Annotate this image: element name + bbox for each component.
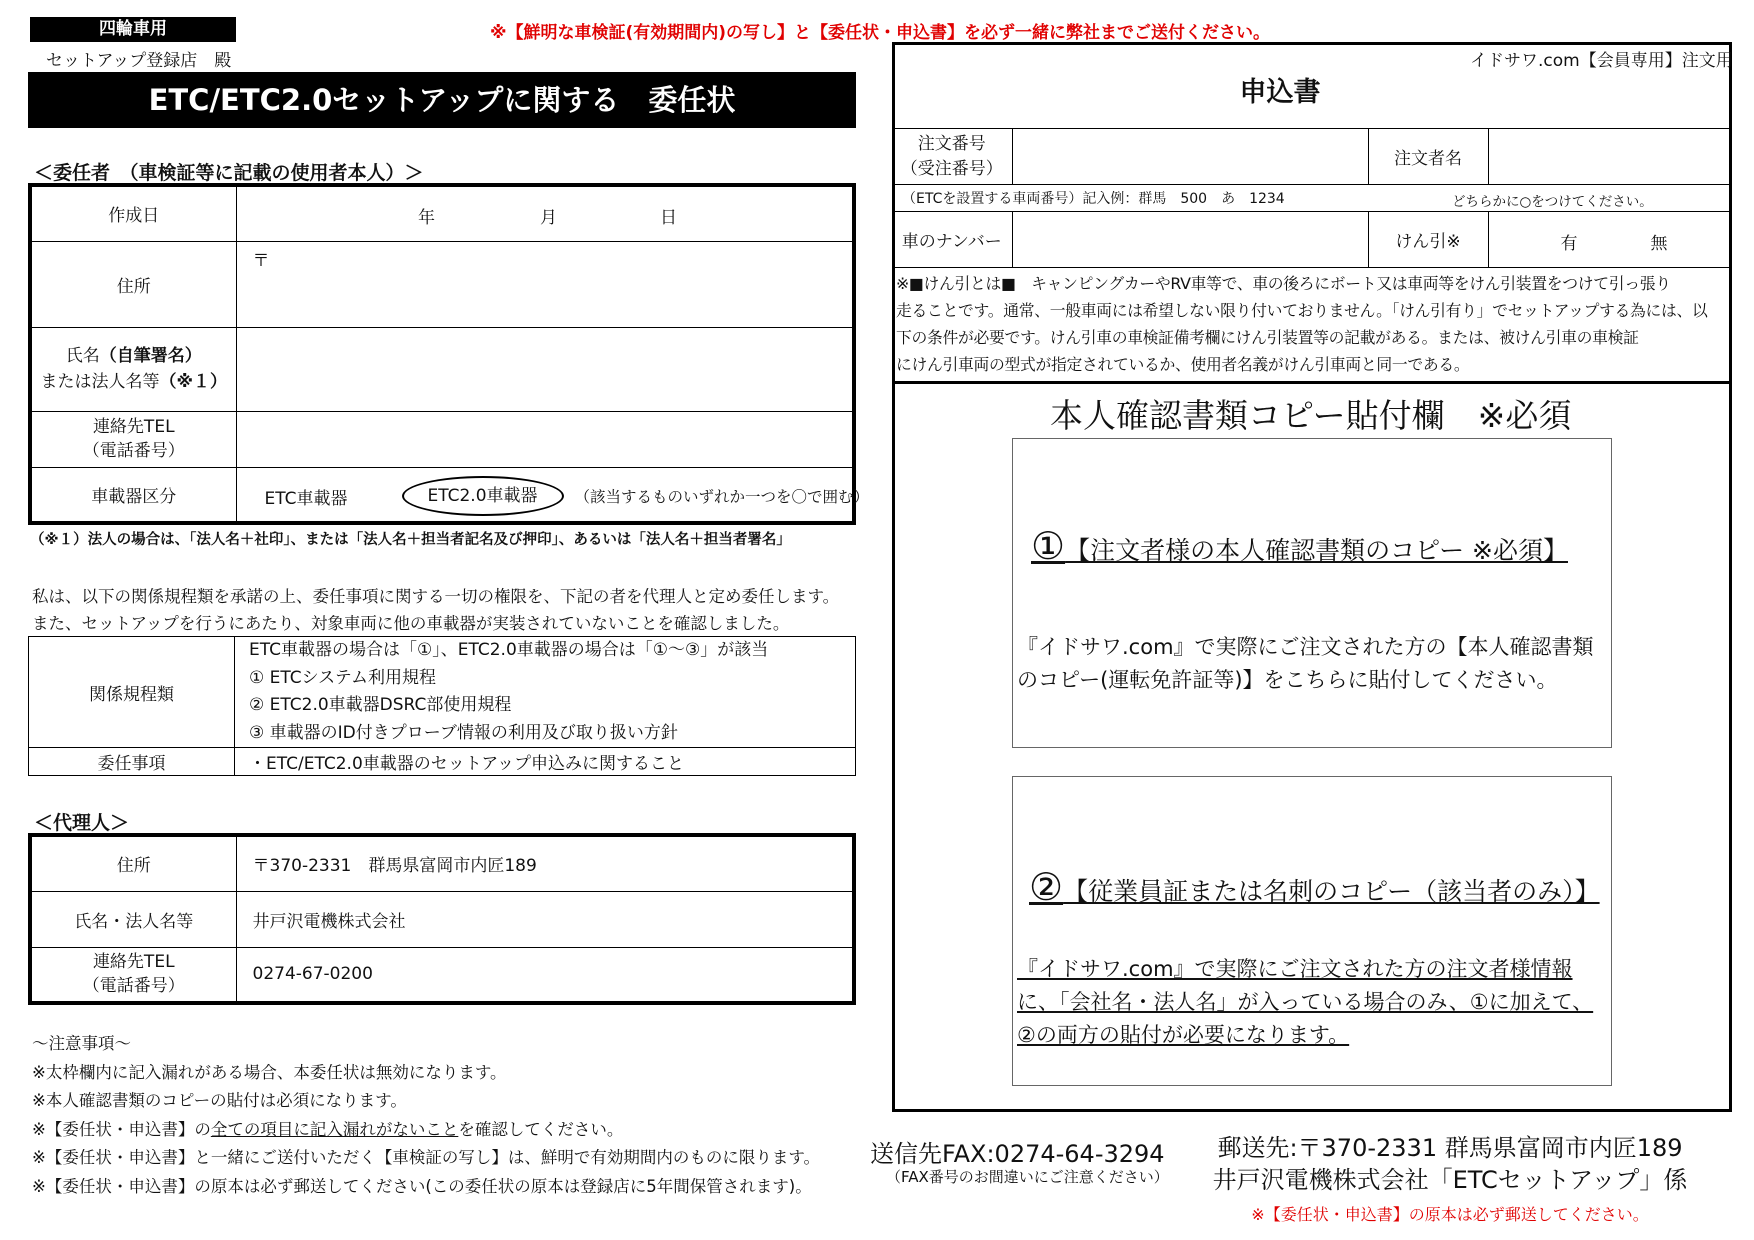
day-label: 日 [660, 208, 677, 228]
paste-box-2-text: 『イドサワ.com』で実際にご注文された方の注文者様情報 に、「会社名・法人名」が入っている場合のみ、①に加えて、 ②の両方の貼付が必要になります。 [1017, 957, 1594, 1047]
address-field[interactable] [236, 241, 854, 327]
agent-name-value: 井戸沢電機株式会社 [236, 891, 854, 947]
principal-table [28, 183, 870, 525]
mail-red-note: ※【委任状・申込書】の原本は必ず郵送してください。 [1251, 1205, 1649, 1224]
tel-field[interactable] [236, 411, 854, 467]
rules-label: 関係規程類 [29, 637, 235, 748]
rules-list: ETC車載器の場合は「①」、ETC2.0車載器の場合は「①～③」が該当 ① ETCシステム利用規程 ② ETC2.0車載器DSRC部使用規程 ③ 車載器のID付きプローブ情報の利用及び取り扱い方針 [235, 637, 856, 748]
vehicle-type-badge: 四輪車用 [30, 17, 236, 42]
order-no-field[interactable] [1012, 129, 1368, 185]
month-label: 月 [540, 208, 557, 228]
tow-no[interactable]: 無 [1650, 234, 1668, 254]
fax-number: 送信先FAX:0274-64-3294 [870, 1140, 1165, 1168]
notes-line: ※【委任状・申込書】と一緒にご送付いただく【車検証の写し】は、鮮明で有効期間内のものに限ります。 [32, 1148, 821, 1167]
agent-address-value: 〒370-2331 群馬県富岡市内匠189 [236, 835, 854, 891]
paste-box-1-text: 『イドサワ.com』で実際にご注文された方の【本人確認書類 のコピー(運転免許証等)】をこちらに貼付してください。 [1017, 635, 1594, 692]
order-table [892, 128, 1732, 268]
tow-label: けん引※ [1368, 212, 1488, 268]
postal-mark: 〒 [252, 250, 270, 271]
date-label: 作成日 [30, 185, 236, 241]
year-label: 年 [418, 208, 435, 228]
member-label: イドサワ.com【会員専用】注文用 [1470, 51, 1733, 71]
notes-line: ※【委任状・申込書】の原本は必ず郵送してください(この委任状の原本は登録店に5年間保管されます)。 [32, 1176, 812, 1196]
order-no-label: 注文番号 （受注番号） [892, 129, 1012, 185]
orderer-field[interactable] [1488, 129, 1732, 185]
device-option-etc[interactable]: ETC車載器 [264, 488, 348, 509]
device-hint: （該当するものいずれか一つを〇で囲む） [574, 487, 870, 506]
agent-tel-value: 0274-67-0200 [236, 947, 854, 1003]
store-addressee: セットアップ登録店 殿 [46, 51, 232, 71]
statement-line-2: また、セットアップを行うにあたり、対象車両に他の車載器が実装されていないことを確認しました。 [32, 614, 790, 633]
tow-note: ※■けん引とは■ キャンピングカーやRV車等で、車の後ろにボート又は車両等をけん引装置をつけて引っ張り 走ることです。通常、一般車両には希望しない限り付いておりません。「けん引有り」でセットアップする為には、以 下の条件が必要です。けん引車の車検証備考欄にけん引装置等の記載がある。または、被けん引車の車検証 にけん引車両の型式が指定されているか、使用者名義がけん引車両と同一である。 [896, 274, 1708, 374]
red-notice: ※【鮮明な車検証(有効期間内)の写し】と【委任状・申込書】を必ず一緒に弊社までご送付ください。 [489, 23, 1271, 43]
name-label: 氏名（自筆署名） または法人名等（※１） [30, 327, 236, 411]
agent-table [28, 833, 856, 1005]
id-paste-title: 本人確認書類コピー貼付欄 ※必須 [1050, 396, 1572, 435]
device-label: 車載器区分 [30, 467, 236, 523]
plate-field[interactable] [1012, 212, 1368, 268]
corp-note: （※１）法人の場合は、「法人名＋社印」、または「法人名＋担当者記名及び押印」、あるいは「法人名＋担当者署名」 [30, 532, 791, 548]
matter-value: ・ETC/ETC2.0車載器のセットアップ申込みに関すること [235, 748, 856, 776]
agent-address-label: 住所 [30, 835, 236, 891]
notes-line: ※【委任状・申込書】の全ての項目に記入漏れがないことを確認してください。 [32, 1119, 624, 1139]
principal-heading: ＜委任者 （車検証等に記載の使用者本人）＞ [34, 162, 424, 184]
divider [892, 381, 1732, 384]
tow-yes[interactable]: 有 [1560, 234, 1578, 254]
matter-label: 委任事項 [29, 748, 235, 776]
agent-tel-label: 連絡先TEL （電話番号） [30, 947, 236, 1003]
agent-heading: ＜代理人＞ [34, 812, 130, 834]
mail-address: 郵送先:〒370-2331 群馬県富岡市内匠189 [1217, 1134, 1683, 1162]
paste-box-1 [1012, 438, 1612, 748]
statement-line-1: 私は、以下の関係規程類を承諾の上、委任事項に関する一切の権限を、下記の者を代理人と定め委任します。 [32, 587, 840, 606]
notes-heading: ～注意事項～ [32, 1034, 131, 1053]
mail-recipient: 井戸沢電機株式会社「ETCセットアップ」係 [1212, 1166, 1688, 1194]
application-title: 申込書 [1239, 77, 1321, 108]
tow-field[interactable] [1488, 212, 1732, 268]
circle-hint: どちらかに○をつけてください。 [1452, 194, 1653, 210]
notes-line: ※本人確認書類のコピーの貼付は必須になります。 [32, 1091, 407, 1110]
paste-box-2 [1012, 776, 1612, 1086]
plate-label: 車のナンバー [892, 212, 1012, 268]
date-field[interactable] [236, 185, 854, 241]
page-title: ETC/ETC2.0セットアップに関する 委任状 [28, 72, 856, 128]
agent-name-label: 氏名・法人名等 [30, 891, 236, 947]
plate-hint-row: （ETCを設置する車両番号）記入例：群馬 500 あ 1234 どちらかに○をつけてください。 [892, 185, 1732, 212]
address-label: 住所 [30, 241, 236, 327]
paste-box-2-title: ②【従業員証または名刺のコピー（該当者のみ）】 [1029, 865, 1600, 909]
rules-table [28, 636, 856, 776]
fax-note: （FAX番号のお間違いにご注意ください） [886, 1168, 1169, 1186]
paste-box-1-title: ①【注文者様の本人確認書類のコピー ※必須】 [1031, 524, 1568, 568]
notes-line: ※太枠欄内に記入漏れがある場合、本委任状は無効になります。 [32, 1062, 507, 1082]
tel-label: 連絡先TEL （電話番号） [30, 411, 236, 467]
device-option-etc2[interactable]: ETC2.0車載器 [402, 476, 564, 516]
orderer-label: 注文者名 [1368, 129, 1488, 185]
device-field[interactable] [236, 467, 870, 523]
name-field[interactable] [236, 327, 854, 411]
notes-block [32, 1030, 820, 1201]
